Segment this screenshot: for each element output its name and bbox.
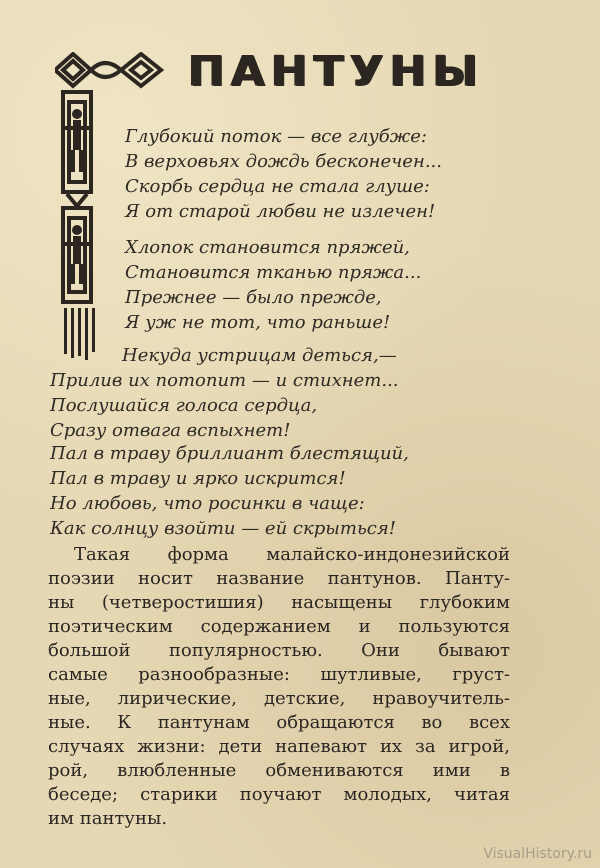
stanza-3 bbox=[50, 343, 399, 443]
verse-line: Сразу отвага вспыхнет! bbox=[50, 420, 291, 441]
prose-line: Такая форма малайско-индонезийской bbox=[74, 544, 510, 565]
verse-line: Становится тканью пряжа... bbox=[125, 262, 422, 283]
verse-line: В верховьях дождь бесконечен... bbox=[125, 151, 442, 172]
prose-line: ные. К пантунам обращаются во всех bbox=[48, 712, 510, 733]
prose-line: им пантуны. bbox=[48, 808, 168, 829]
prose-line: большой популярностью. Они бывают bbox=[48, 640, 510, 661]
prose-line: рой, влюбленные обмениваются ими в bbox=[48, 760, 510, 781]
prose-line: поэзии носит название пантунов. Панту- bbox=[48, 568, 510, 589]
prose-paragraph bbox=[48, 543, 510, 831]
prose-line: ные, лирические, детские, нравоучитель- bbox=[48, 688, 510, 709]
verse-line: Прилив их потопит — и стихнет... bbox=[50, 370, 399, 391]
prose-line: самые разнообразные: шутливые, груст- bbox=[48, 664, 510, 685]
verse-line: Глубокий поток — все глубже: bbox=[125, 126, 427, 147]
page-title: ПАНТУНЫ bbox=[188, 47, 485, 96]
verse-line: Но любовь, что росинки в чаще: bbox=[50, 493, 365, 514]
prose-line: беседе; старики поучают молодых, читая bbox=[48, 784, 510, 805]
verse-line: Послушайся голоса сердца, bbox=[50, 395, 318, 416]
prose-line: ны (четверостишия) насыщены глубоким bbox=[48, 592, 510, 613]
verse-line: Пал в траву и ярко искрится! bbox=[50, 468, 346, 489]
stanza-2 bbox=[125, 235, 421, 335]
verse-line: Некуда устрицам деться,— bbox=[122, 345, 397, 366]
verse-line: Пал в траву бриллиант блестящий, bbox=[50, 443, 409, 464]
verse-line: Скорбь сердца не стала глуше: bbox=[125, 176, 430, 197]
verse-line: Хлопок становится пряжей, bbox=[125, 237, 410, 258]
stanza-4 bbox=[50, 441, 409, 541]
prose-line: случаях жизни: дети напевают их за игрой, bbox=[48, 736, 510, 757]
prose-line: поэтическим содержанием и пользуются bbox=[48, 616, 510, 637]
verse-line: Я от старой любви не излечен! bbox=[125, 201, 436, 222]
verse-line: Как солнцу взойти — ей скрыться! bbox=[50, 518, 396, 539]
verse-line: Прежнее — было прежде, bbox=[125, 287, 382, 308]
verse-line: Я уж не тот, что раньше! bbox=[125, 312, 391, 333]
stanza-1 bbox=[125, 124, 442, 224]
watermark: VisualHistory.ru bbox=[483, 846, 592, 862]
